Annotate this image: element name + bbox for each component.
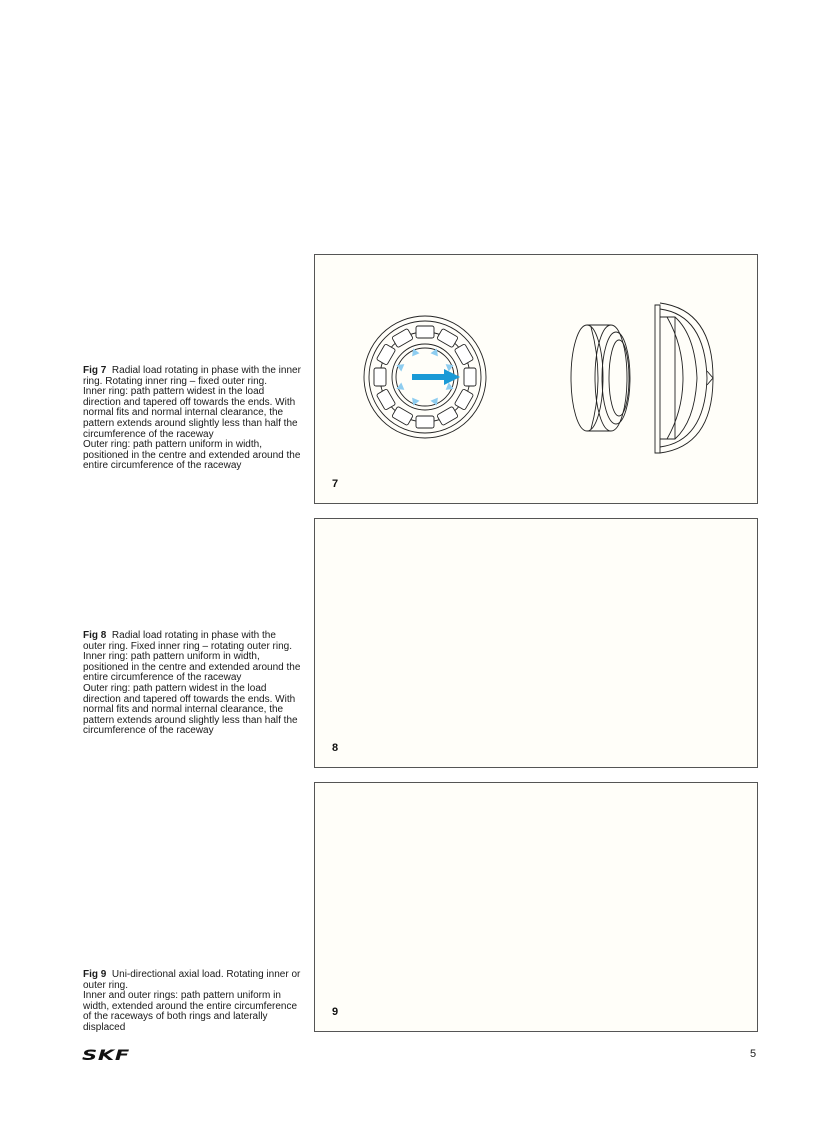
roller [464,368,476,386]
roller [376,389,395,411]
fig7-caption [83,366,301,472]
fig9-box [314,782,758,1032]
roller [416,416,434,428]
fig7-box [314,254,758,504]
fig9-number: 9 [332,1006,339,1018]
fig8-caption-para-3: Outer ring: path pattern widest in the load direction and tapered off towards the ends. With normal fits and normal internal clearance, the pattern extends around slightly less than half the circumference of the raceway [83,682,298,737]
inner-ring-side-view [571,325,630,431]
fig9-caption [83,970,301,1034]
outer-ring-side-view [655,303,713,453]
roller [437,406,459,425]
roller [376,344,395,366]
fig7-caption-para-1: Fig 7 Radial load rotating in phase with the inner ring. Rotating inner ring – fixed outer ring. [83,365,301,387]
roller [454,389,473,411]
fig9-caption-para-1: Fig 9 Uni-directional axial load. Rotating inner or outer ring. [83,969,301,991]
fig7-caption-title: Fig 7 [83,365,107,376]
fig9-caption-para-2: Inner and outer rings: path pattern uniform in width, extended around the entire circumference of the raceways of both rings and laterally displaced [83,990,298,1033]
roller [374,368,386,386]
fig8-caption-para-1: Fig 8 Radial load rotating in phase with the outer ring. Fixed inner ring – rotating outer ring. [83,630,292,652]
skf-logo: SKF [82,1048,130,1064]
fig8-box [314,518,758,768]
fig7-bearing-illustration [315,255,759,505]
fig9-caption-title: Fig 9 [83,969,107,980]
roller [392,406,414,425]
roller [437,328,459,347]
page-number: 5 [750,1048,757,1060]
fig8-caption [83,631,301,737]
roller [416,326,434,338]
roller [392,328,414,347]
fig8-caption-para-2: Inner ring: path pattern uniform in width, positioned in the centre and extended around the entire circumference of the raceway [83,651,301,684]
roller [454,344,473,366]
fig8-caption-title: Fig 8 [83,630,107,641]
fig7-caption-para-3: Outer ring: path pattern uniform in width, positioned in the centre and extended around the entire circumference of the raceway [83,439,301,472]
fig7-number: 7 [332,478,339,490]
fig7-caption-para-2: Inner ring: path pattern widest in the load direction and tapered off towards the ends. With normal fits and normal internal clearance, the pattern extends around slightly less than half the circumference of the raceway [83,386,298,440]
fig8-number: 8 [332,742,339,754]
radial-load-arrow [412,369,460,385]
